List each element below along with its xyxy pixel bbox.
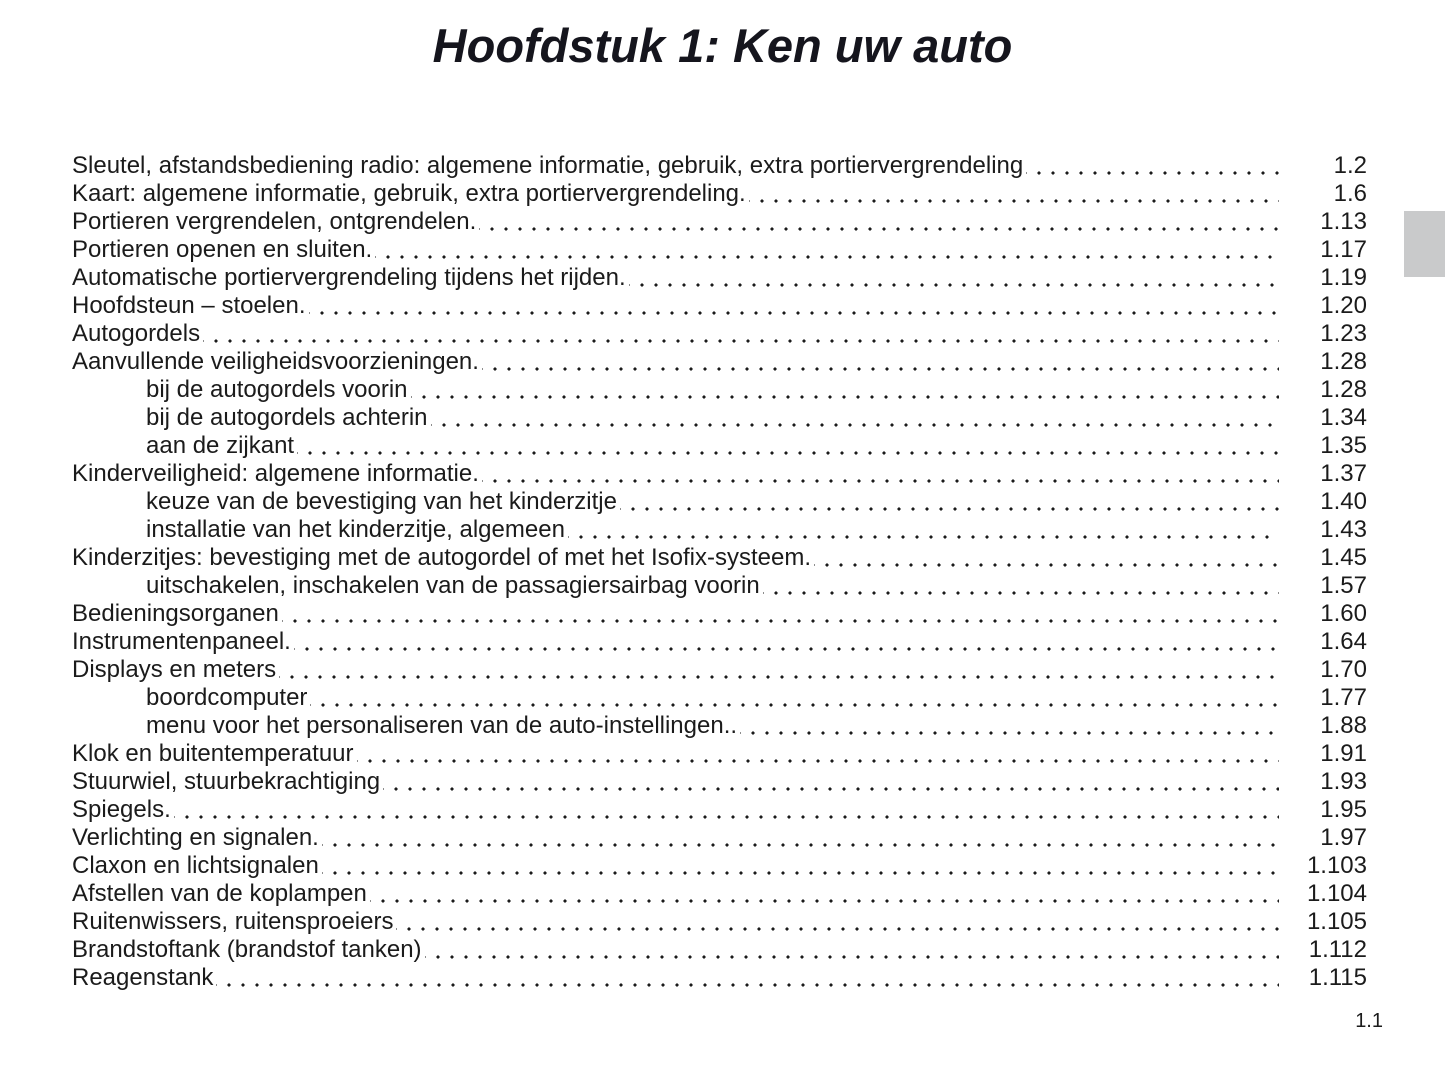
toc-entry <box>72 712 1367 740</box>
toc-entry-label: Hoofdsteun – stoelen. <box>72 292 306 319</box>
toc-entry-page: 1.34 <box>1320 404 1367 431</box>
toc-entry <box>72 376 1367 404</box>
toc-dot-leader <box>310 684 1279 712</box>
toc-entry-page: 1.57 <box>1320 572 1367 599</box>
toc-entry-page: 1.112 <box>1308 936 1367 963</box>
toc-entry-label: menu voor het personaliseren van de auto-instellingen.. <box>146 712 738 739</box>
toc-entry <box>72 684 1367 712</box>
toc-entry <box>72 936 1367 964</box>
toc-entry-page: 1.17 <box>1320 236 1367 263</box>
toc-dot-leader <box>568 516 1279 544</box>
toc-dot-leader <box>749 180 1279 208</box>
toc-entry-label: Stuurwiel, stuurbekrachtiging <box>72 768 381 795</box>
toc-entry-page: 1.35 <box>1320 432 1367 459</box>
toc-dot-leader <box>620 488 1279 516</box>
toc-entry <box>72 516 1367 544</box>
toc-entry <box>72 964 1367 992</box>
toc-entry-page: 1.60 <box>1320 600 1367 627</box>
toc-entry-page: 1.77 <box>1320 684 1367 711</box>
toc-dot-leader <box>482 460 1279 488</box>
toc-entry-page: 1.64 <box>1320 628 1367 655</box>
toc-dot-leader <box>357 740 1279 768</box>
toc-entry-label: Autogordels <box>72 320 201 347</box>
toc-entry-label: Brandstoftank (brandstof tanken) <box>72 936 422 963</box>
toc-dot-leader <box>425 936 1279 964</box>
toc-entry <box>72 264 1367 292</box>
toc-entry <box>72 348 1367 376</box>
toc-dot-leader <box>1026 152 1279 180</box>
toc-entry-label: boordcomputer <box>146 684 308 711</box>
toc-entry-page: 1.45 <box>1320 544 1367 571</box>
toc-entry-page: 1.19 <box>1320 264 1367 291</box>
toc-entry-page: 1.20 <box>1320 292 1367 319</box>
toc-entry <box>72 880 1367 908</box>
toc-entry-page: 1.43 <box>1320 516 1367 543</box>
toc-entry <box>72 208 1367 236</box>
toc-dot-leader <box>203 320 1279 348</box>
toc-entry <box>72 180 1367 208</box>
toc-entry-label: installatie van het kinderzitje, algemeen <box>146 516 565 543</box>
toc-entry <box>72 824 1367 852</box>
toc-entry-label: Klok en buitentemperatuur <box>72 740 354 767</box>
toc-dot-leader <box>396 908 1279 936</box>
toc-dot-leader <box>814 544 1279 572</box>
page-number: 1.1 <box>1355 1010 1383 1032</box>
toc-entry-label: Instrumentenpaneel. <box>72 628 291 655</box>
toc-entry <box>72 544 1367 572</box>
toc-entry-page: 1.115 <box>1308 964 1367 991</box>
toc-entry-label: Kinderzitjes: bevestiging met de autogordel of met het Isofix-systeem. <box>72 544 812 571</box>
toc-entry-page: 1.28 <box>1320 376 1367 403</box>
toc-entry-label: Afstellen van de koplampen <box>72 880 367 907</box>
toc-dot-leader <box>322 824 1279 852</box>
toc-dot-leader <box>322 852 1279 880</box>
toc-entry-label: aan de zijkant <box>146 432 295 459</box>
toc-entry-page: 1.70 <box>1320 656 1367 683</box>
toc-entry-page: 1.95 <box>1320 796 1367 823</box>
toc-entry <box>72 656 1367 684</box>
toc-dot-leader <box>174 796 1279 824</box>
chapter-side-tab <box>1404 211 1445 277</box>
toc-entry <box>72 600 1367 628</box>
toc-dot-leader <box>282 600 1279 628</box>
toc-entry-page: 1.28 <box>1320 348 1367 375</box>
toc-dot-leader <box>411 376 1279 404</box>
toc-entry-label: bij de autogordels voorin <box>146 376 408 403</box>
toc-entry-page: 1.23 <box>1320 320 1367 347</box>
toc-entry-label: Kinderveiligheid: algemene informatie. <box>72 460 479 487</box>
toc-entry-page: 1.104 <box>1306 880 1367 907</box>
toc-entry <box>72 432 1367 460</box>
toc-entry <box>72 320 1367 348</box>
toc-dot-leader <box>370 880 1279 908</box>
toc-entry-page: 1.105 <box>1306 908 1367 935</box>
toc-entry-label: Aanvullende veiligheidsvoorzieningen. <box>72 348 479 375</box>
toc-entry-page: 1.91 <box>1320 740 1367 767</box>
toc-entry-label: Spiegels. <box>72 796 171 823</box>
toc-entry <box>72 908 1367 936</box>
toc-dot-leader <box>297 432 1279 460</box>
toc-entry-page: 1.103 <box>1306 852 1367 879</box>
toc-entry-page: 1.97 <box>1320 824 1367 851</box>
toc-entry-label: Portieren vergrendelen, ontgrendelen. <box>72 208 477 235</box>
toc-entry-label: Reagenstank <box>72 964 214 991</box>
toc-entry <box>72 768 1367 796</box>
toc-dot-leader <box>763 572 1279 600</box>
toc-dot-leader <box>294 628 1279 656</box>
toc-list <box>72 152 1367 992</box>
toc-entry <box>72 852 1367 880</box>
toc-entry-page: 1.6 <box>1333 180 1367 207</box>
toc-dot-leader <box>629 264 1279 292</box>
toc-entry-label: Displays en meters <box>72 656 277 683</box>
toc-entry <box>72 152 1367 180</box>
toc-entry-page: 1.13 <box>1320 208 1367 235</box>
toc-entry-page: 1.2 <box>1333 152 1367 179</box>
toc-dot-leader <box>479 208 1279 236</box>
toc-dot-leader <box>279 656 1279 684</box>
toc-entry-label: bij de autogordels achterin <box>146 404 428 431</box>
toc-entry-page: 1.37 <box>1320 460 1367 487</box>
toc-entry-label: Verlichting en signalen. <box>72 824 319 851</box>
toc-entry-label: keuze van de bevestiging van het kinderzitje <box>146 488 617 515</box>
toc-entry-label: Claxon en lichtsignalen <box>72 852 319 879</box>
toc-entry-page: 1.88 <box>1320 712 1367 739</box>
toc-entry-page: 1.93 <box>1320 768 1367 795</box>
toc-entry <box>72 292 1367 320</box>
toc-dot-leader <box>309 292 1280 320</box>
toc-dot-leader <box>375 236 1279 264</box>
toc-entry <box>72 796 1367 824</box>
toc-dot-leader <box>740 712 1279 740</box>
toc-entry-label: Bedieningsorganen <box>72 600 279 627</box>
toc-entry-label: Portieren openen en sluiten. <box>72 236 373 263</box>
toc-entry <box>72 740 1367 768</box>
toc-entry-label: Ruitenwissers, ruitensproeiers <box>72 908 394 935</box>
toc-dot-leader <box>482 348 1279 376</box>
toc-dot-leader <box>216 964 1279 992</box>
toc-entry <box>72 236 1367 264</box>
toc-dot-leader <box>431 404 1279 432</box>
toc-entry-label: Sleutel, afstandsbediening radio: algemene informatie, gebruik, extra portiervergrendeling <box>72 152 1024 179</box>
toc-entry <box>72 460 1367 488</box>
chapter-title: Hoofdstuk 1: Ken uw auto <box>432 19 1013 72</box>
toc-entry-label: uitschakelen, inschakelen van de passagiersairbag voorin <box>146 572 760 599</box>
toc-entry-page: 1.40 <box>1320 488 1367 515</box>
toc-entry <box>72 628 1367 656</box>
toc-entry-label: Automatische portiervergrendeling tijdens het rijden. <box>72 264 626 291</box>
toc-entry-label: Kaart: algemene informatie, gebruik, extra portiervergrendeling. <box>72 180 746 207</box>
toc-entry <box>72 488 1367 516</box>
toc-dot-leader <box>383 768 1279 796</box>
toc-entry <box>72 572 1367 600</box>
toc-entry <box>72 404 1367 432</box>
